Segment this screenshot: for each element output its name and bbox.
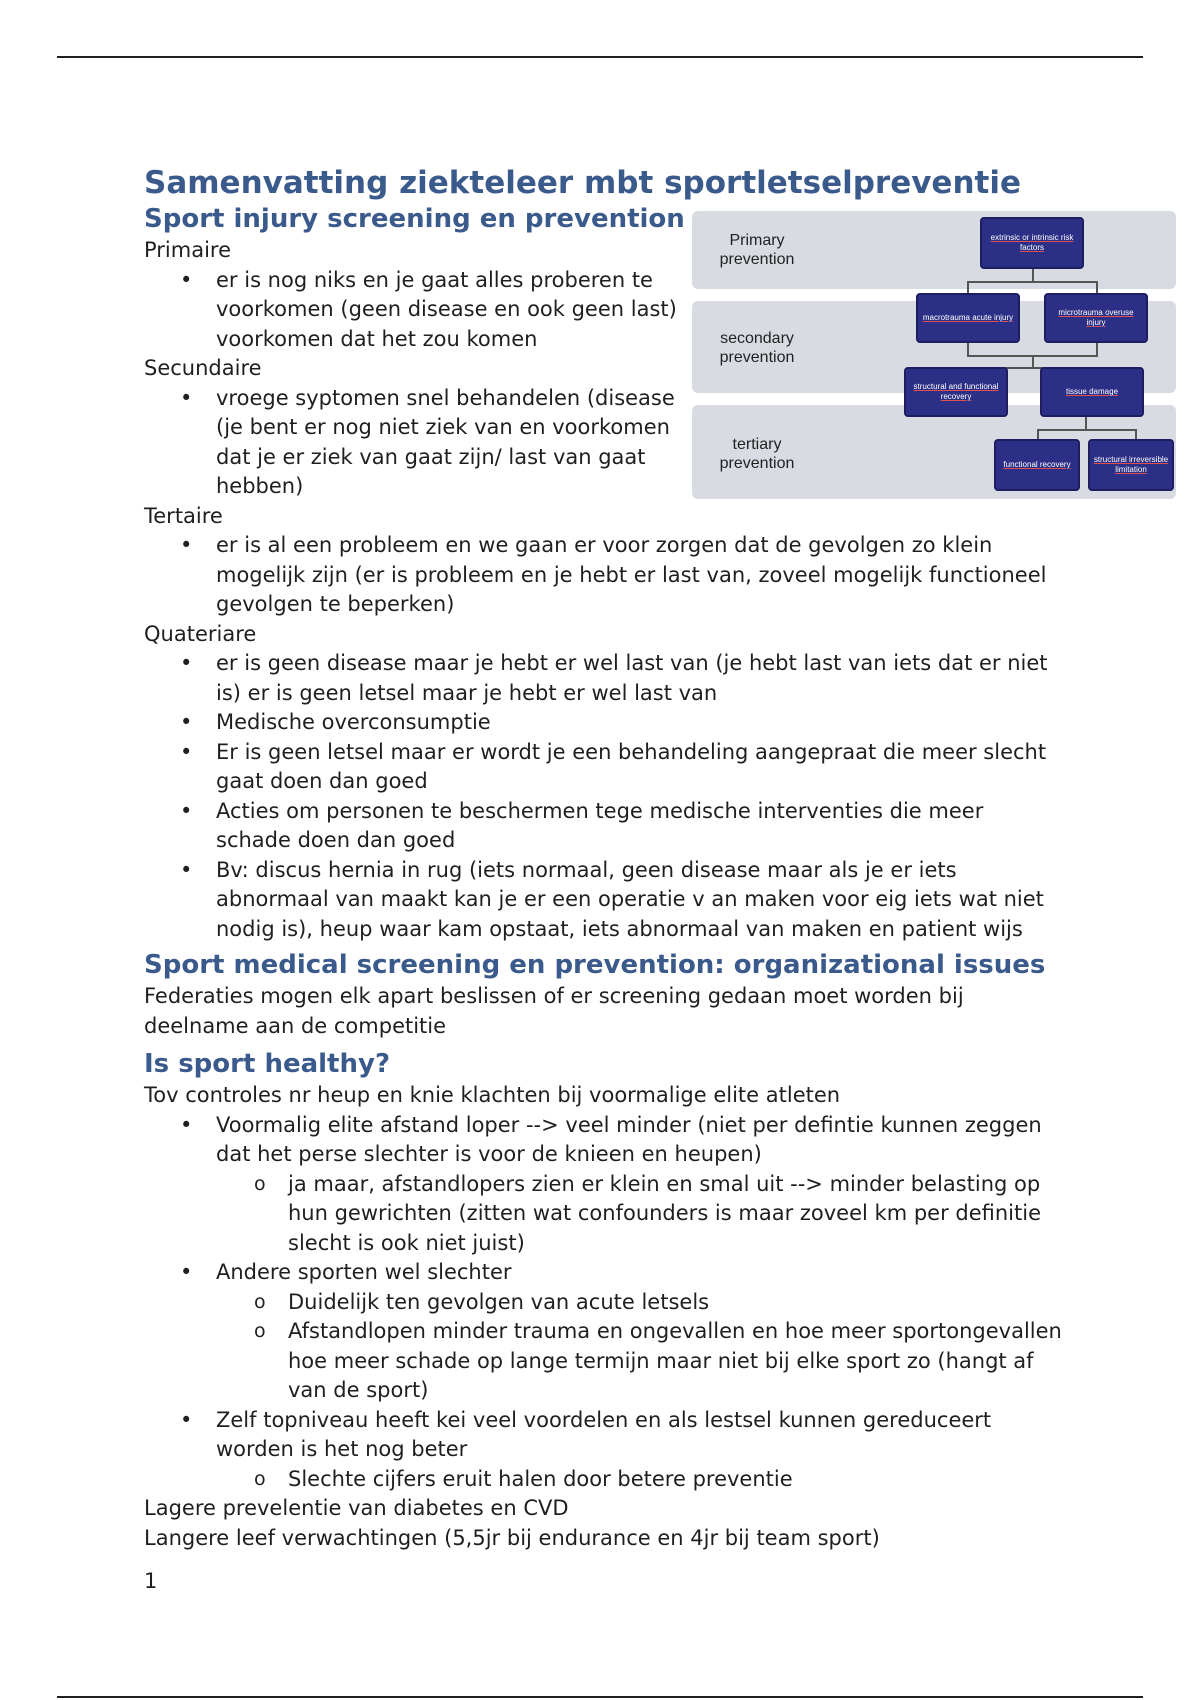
list-item: • vroege syptomen snel behandelen (disease (je bent er nog niet ziek van en voorkomen dat je er ziek van gaat zijn/ last van gaat hebben): [144, 384, 696, 502]
label-primaire: Primaire: [144, 238, 232, 262]
label-tertiaire: Tertaire: [144, 503, 223, 528]
connector: [967, 281, 969, 293]
list-healthy: [144, 1111, 1064, 1495]
list-item: • er is nog niks en je gaat alles proberen te voorkomen (geen disease en ook geen last) voorkomen dat het zou komen: [144, 266, 696, 355]
label-quaternaire: Quateriare: [144, 621, 257, 646]
section-heading-organizational: Sport medical screening en prevention: organizational issues: [144, 950, 1046, 980]
list-item: • Voormalig elite afstand loper --> veel minder (niet per defintie kunnen zeggen dat het perse slechter is voor de knieen en heupen): [144, 1111, 1064, 1170]
node-structural-recovery: structural and functional recovery: [904, 367, 1008, 417]
list-item: • Acties om personen te beschermen tege medische interventies die meer schade doen dan goed: [144, 797, 1064, 856]
list-item: • Zelf topniveau heeft kei veel voordelen en als lestsel kunnen gereduceert worden is het nog beter: [144, 1406, 1064, 1465]
list-quaternaire: [144, 649, 1064, 944]
node-tissue-damage: tissue damage: [1040, 367, 1144, 417]
organizational-text: Federaties mogen elk apart beslissen of er screening gedaan moet worden bij deelname aan de competitie: [144, 984, 964, 1038]
prevention-diagram: [692, 211, 1176, 499]
list-item: • er is geen disease maar je hebt er wel last van (je hebt last van iets dat er niet is) er is geen letsel maar je hebt er wel last van: [144, 649, 1064, 708]
sub-list-item: o Afstandlopen minder trauma en ongevallen en hoe meer sportongevallen hoe meer schade op lange termijn maar niet bij elke sport zo (hangt af van de sport): [144, 1317, 1064, 1406]
section-heading-screening: Sport injury screening en prevention: [144, 204, 685, 234]
connector: [1096, 281, 1098, 293]
document-title: Samenvatting ziekteleer mbt sportletselpreventie: [144, 165, 1021, 201]
node-macrotrauma: macrotrauma acute injury: [916, 293, 1020, 343]
connector: [1032, 355, 1034, 367]
band-label-secondary: secondary prevention: [719, 330, 795, 366]
section-heading-healthy: Is sport healthy?: [144, 1049, 391, 1079]
band-label-tertiary: tertiary prevention: [719, 436, 795, 472]
connector: [1037, 429, 1039, 439]
list-item: • Bv: discus hernia in rug (iets normaal, geen disease maar als je er iets abnormaal van maakt kan je er een operatie v an maken voor eig iets wat niet nodig is), heup waar kam opstaat, iets abnormaal van maken en patient wijs: [144, 856, 1064, 945]
connector: [1032, 269, 1034, 281]
node-microtrauma: microtrauma overuse injury: [1044, 293, 1148, 343]
connector: [1037, 429, 1137, 431]
node-risk-factors: extrinsic or intrinsic risk factors: [980, 217, 1084, 269]
healthy-intro: Tov controles nr heup en knie klachten bij voormalige elite atleten: [144, 1083, 841, 1107]
node-functional-recovery: functional recovery: [994, 439, 1080, 491]
node-irreversible-limitation: structural irreversible limitation: [1088, 439, 1174, 491]
sub-list-item: o ja maar, afstandlopers zien er klein en smal uit --> minder belasting op hun gewrichten (zitten wat confounders is maar zoveel km per definitie slecht is ook niet juist): [144, 1170, 1064, 1259]
footer-rule: [57, 1696, 1143, 1698]
list-item: • Medische overconsumptie: [144, 708, 1064, 738]
list-item: • er is al een probleem en we gaan er voor zorgen dat de gevolgen zo klein mogelijk zijn (er is probleem en je hebt er last van, zoveel mogelijk functioneel gevolgen te beperken): [144, 531, 1064, 620]
healthy-line-diabetes: Lagere prevelentie van diabetes en CVD: [144, 1496, 569, 1520]
label-secundaire: Secundaire: [144, 356, 262, 380]
connector: [1135, 429, 1137, 439]
list-tertiaire: [144, 531, 1064, 620]
healthy-line-life-expectancy: Langere leef verwachtingen (5,5jr bij endurance en 4jr bij team sport): [144, 1525, 880, 1550]
connector: [967, 281, 1098, 283]
band-label-primary: Primary prevention: [719, 232, 795, 268]
list-item: • Andere sporten wel slechter: [144, 1258, 1064, 1288]
sub-list-item: o Slechte cijfers eruit halen door betere preventie: [144, 1465, 1064, 1495]
page-number: 1: [144, 1569, 158, 1593]
list-item: • Er is geen letsel maar er wordt je een behandeling aangepraat die meer slecht gaat doen dan goed: [144, 738, 1064, 797]
sub-list-item: o Duidelijk ten gevolgen van acute letsels: [144, 1288, 1064, 1318]
header-rule: [57, 56, 1143, 58]
